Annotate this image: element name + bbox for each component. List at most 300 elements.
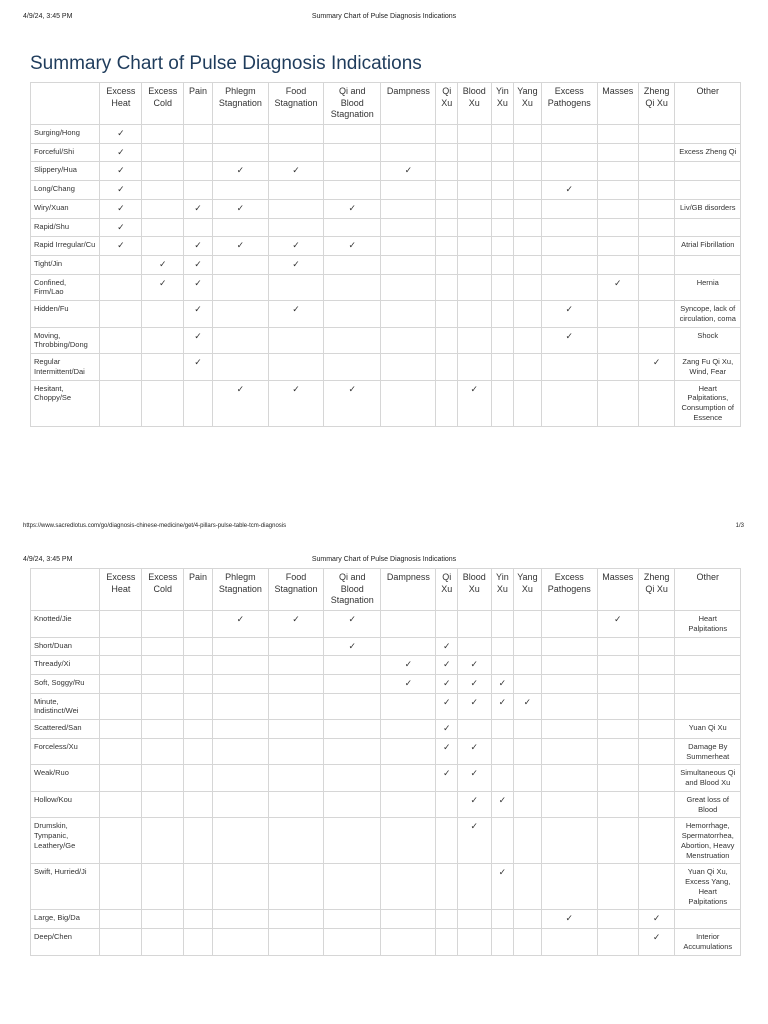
empty-cell — [381, 199, 436, 218]
empty-cell — [268, 818, 323, 864]
empty-cell — [212, 693, 268, 720]
empty-cell — [268, 181, 323, 200]
empty-cell — [381, 181, 436, 200]
empty-cell — [268, 143, 323, 162]
column-header: Yin Xu — [491, 83, 513, 125]
empty-cell — [100, 301, 142, 328]
column-header: Dampness — [381, 83, 436, 125]
empty-cell — [268, 637, 323, 656]
empty-cell — [100, 864, 142, 910]
empty-cell — [491, 143, 513, 162]
empty-cell — [100, 674, 142, 693]
empty-cell — [381, 738, 436, 765]
empty-cell — [184, 380, 213, 426]
empty-cell — [457, 162, 491, 181]
empty-cell — [268, 864, 323, 910]
column-header: Phlegm Stagnation — [212, 83, 268, 125]
other-indication: Heart Palpitations, Consumption of Essence — [675, 380, 741, 426]
empty-cell — [381, 611, 436, 638]
print-title: Summary Chart of Pulse Diagnosis Indications — [311, 556, 457, 563]
empty-cell — [491, 218, 513, 237]
empty-cell — [457, 637, 491, 656]
other-indication: Heart Palpitations — [675, 611, 741, 638]
table-row — [31, 301, 741, 328]
empty-cell — [212, 910, 268, 929]
empty-cell — [514, 237, 542, 256]
empty-cell — [100, 255, 142, 274]
empty-cell — [541, 929, 597, 956]
empty-cell — [142, 354, 184, 381]
empty-cell — [491, 656, 513, 675]
empty-cell — [100, 720, 142, 739]
empty-cell — [514, 301, 542, 328]
empty-cell — [100, 637, 142, 656]
other-indication — [675, 162, 741, 181]
empty-cell — [541, 637, 597, 656]
empty-cell — [142, 910, 184, 929]
empty-cell — [142, 380, 184, 426]
empty-cell — [212, 791, 268, 818]
empty-cell — [212, 181, 268, 200]
check-mark-icon: ✓ — [268, 237, 323, 256]
empty-cell — [324, 791, 381, 818]
empty-cell — [514, 380, 542, 426]
pulse-name: Hollow/Kou — [31, 791, 100, 818]
empty-cell — [212, 656, 268, 675]
check-mark-icon: ✓ — [268, 255, 323, 274]
empty-cell — [638, 674, 675, 693]
empty-cell — [142, 162, 184, 181]
empty-cell — [142, 864, 184, 910]
empty-cell — [457, 301, 491, 328]
other-indication: Interior Accumulations — [675, 929, 741, 956]
empty-cell — [514, 765, 542, 792]
empty-cell — [324, 693, 381, 720]
other-indication — [675, 656, 741, 675]
other-indication — [675, 125, 741, 144]
empty-cell — [457, 929, 491, 956]
empty-cell — [142, 125, 184, 144]
empty-cell — [514, 218, 542, 237]
empty-cell — [436, 143, 457, 162]
empty-cell — [381, 791, 436, 818]
empty-cell — [184, 720, 213, 739]
pulse-name: Surging/Hong — [31, 125, 100, 144]
check-mark-icon: ✓ — [268, 611, 323, 638]
empty-cell — [491, 301, 513, 328]
other-indication: Zang Fu Qi Xu, Wind, Fear — [675, 354, 741, 381]
empty-cell — [514, 354, 542, 381]
other-indication: Syncope, lack of circulation, coma — [675, 301, 741, 328]
empty-cell — [514, 791, 542, 818]
empty-cell — [638, 301, 675, 328]
empty-cell — [381, 380, 436, 426]
empty-cell — [381, 327, 436, 354]
check-mark-icon: ✓ — [436, 693, 457, 720]
column-header: Excess Pathogens — [541, 569, 597, 611]
empty-cell — [436, 791, 457, 818]
other-indication: Great loss of Blood — [675, 791, 741, 818]
empty-cell — [381, 218, 436, 237]
empty-cell — [514, 611, 542, 638]
empty-cell — [491, 125, 513, 144]
empty-cell — [268, 910, 323, 929]
check-mark-icon: ✓ — [457, 656, 491, 675]
empty-cell — [541, 864, 597, 910]
table-row — [31, 354, 741, 381]
column-header: Excess Heat — [100, 83, 142, 125]
pulse-name: Confined, Firm/Lao — [31, 274, 100, 301]
empty-cell — [597, 693, 638, 720]
empty-cell — [514, 143, 542, 162]
empty-cell — [514, 181, 542, 200]
empty-cell — [541, 611, 597, 638]
column-header: Excess Cold — [142, 569, 184, 611]
check-mark-icon: ✓ — [491, 864, 513, 910]
empty-cell — [541, 143, 597, 162]
check-mark-icon: ✓ — [457, 818, 491, 864]
empty-cell — [268, 354, 323, 381]
check-mark-icon: ✓ — [638, 910, 675, 929]
empty-cell — [638, 274, 675, 301]
empty-cell — [597, 199, 638, 218]
column-header: Masses — [597, 569, 638, 611]
empty-cell — [457, 199, 491, 218]
empty-cell — [184, 656, 213, 675]
table-row — [31, 693, 741, 720]
pulse-name: Rapid Irregular/Cu — [31, 237, 100, 256]
empty-cell — [142, 327, 184, 354]
empty-cell — [541, 255, 597, 274]
empty-cell — [142, 693, 184, 720]
check-mark-icon: ✓ — [184, 199, 213, 218]
empty-cell — [142, 199, 184, 218]
empty-cell — [381, 818, 436, 864]
check-mark-icon: ✓ — [212, 380, 268, 426]
empty-cell — [268, 274, 323, 301]
empty-cell — [184, 162, 213, 181]
check-mark-icon: ✓ — [457, 693, 491, 720]
empty-cell — [184, 611, 213, 638]
pulse-name: Weak/Ruo — [31, 765, 100, 792]
empty-cell — [514, 738, 542, 765]
empty-cell — [142, 611, 184, 638]
empty-cell — [491, 274, 513, 301]
empty-cell — [184, 143, 213, 162]
check-mark-icon: ✓ — [436, 765, 457, 792]
check-mark-icon: ✓ — [436, 674, 457, 693]
empty-cell — [514, 162, 542, 181]
pulse-name: Minute, Indistinct/Wei — [31, 693, 100, 720]
column-header: Yin Xu — [491, 569, 513, 611]
empty-cell — [436, 125, 457, 144]
check-mark-icon: ✓ — [491, 674, 513, 693]
check-mark-icon: ✓ — [491, 791, 513, 818]
table-row — [31, 864, 741, 910]
empty-cell — [184, 674, 213, 693]
empty-cell — [184, 864, 213, 910]
check-mark-icon: ✓ — [457, 674, 491, 693]
empty-cell — [541, 162, 597, 181]
check-mark-icon: ✓ — [100, 218, 142, 237]
empty-cell — [184, 929, 213, 956]
empty-cell — [436, 818, 457, 864]
empty-cell — [597, 162, 638, 181]
empty-cell — [381, 255, 436, 274]
empty-cell — [184, 637, 213, 656]
empty-cell — [436, 380, 457, 426]
table-row — [31, 199, 741, 218]
empty-cell — [212, 274, 268, 301]
empty-cell — [638, 791, 675, 818]
empty-cell — [541, 237, 597, 256]
column-header: Qi and Blood Stagnation — [324, 569, 381, 611]
empty-cell — [324, 301, 381, 328]
empty-cell — [541, 720, 597, 739]
empty-cell — [381, 301, 436, 328]
other-indication — [675, 637, 741, 656]
table-header — [31, 83, 741, 125]
empty-cell — [381, 274, 436, 301]
empty-cell — [268, 720, 323, 739]
empty-cell — [212, 218, 268, 237]
check-mark-icon: ✓ — [212, 162, 268, 181]
table-row — [31, 929, 741, 956]
empty-cell — [184, 910, 213, 929]
table-row — [31, 181, 741, 200]
empty-cell — [514, 637, 542, 656]
other-indication: Yuan Qi Xu, Excess Yang, Heart Palpitations — [675, 864, 741, 910]
empty-cell — [268, 218, 323, 237]
column-header: Blood Xu — [457, 569, 491, 611]
empty-cell — [457, 181, 491, 200]
empty-cell — [381, 765, 436, 792]
empty-cell — [324, 125, 381, 144]
column-header: Qi Xu — [436, 569, 457, 611]
empty-cell — [100, 656, 142, 675]
check-mark-icon: ✓ — [541, 910, 597, 929]
source-url[interactable]: https://www.sacredlotus.com/go/diagnosis-chinese-medicine/get/4-pillars-pulse-table-tcm-diagnosis — [23, 523, 287, 529]
column-header: Blood Xu — [457, 83, 491, 125]
pulse-table-continued — [30, 568, 741, 956]
empty-cell — [597, 237, 638, 256]
check-mark-icon: ✓ — [184, 255, 213, 274]
table-row — [31, 327, 741, 354]
print-header — [0, 556, 768, 568]
check-mark-icon: ✓ — [324, 611, 381, 638]
empty-cell — [514, 656, 542, 675]
empty-cell — [597, 125, 638, 144]
column-header: Qi and Blood Stagnation — [324, 83, 381, 125]
check-mark-icon: ✓ — [100, 125, 142, 144]
empty-cell — [142, 637, 184, 656]
check-mark-icon: ✓ — [100, 181, 142, 200]
empty-cell — [491, 765, 513, 792]
check-mark-icon: ✓ — [638, 354, 675, 381]
column-header: Food Stagnation — [268, 569, 323, 611]
pulse-name: Knotted/Jie — [31, 611, 100, 638]
empty-cell — [597, 674, 638, 693]
table-row — [31, 656, 741, 675]
empty-cell — [436, 237, 457, 256]
empty-cell — [638, 738, 675, 765]
empty-cell — [268, 674, 323, 693]
empty-cell — [514, 274, 542, 301]
check-mark-icon: ✓ — [436, 637, 457, 656]
other-indication — [675, 218, 741, 237]
empty-cell — [184, 218, 213, 237]
empty-cell — [100, 738, 142, 765]
check-mark-icon: ✓ — [100, 143, 142, 162]
column-header: Pain — [184, 569, 213, 611]
check-mark-icon: ✓ — [597, 611, 638, 638]
check-mark-icon: ✓ — [100, 162, 142, 181]
empty-cell — [268, 738, 323, 765]
check-mark-icon: ✓ — [324, 237, 381, 256]
empty-cell — [597, 301, 638, 328]
empty-cell — [381, 237, 436, 256]
check-mark-icon: ✓ — [142, 255, 184, 274]
empty-cell — [597, 720, 638, 739]
empty-cell — [457, 720, 491, 739]
empty-cell — [100, 274, 142, 301]
pulse-name: Tight/Jin — [31, 255, 100, 274]
empty-cell — [212, 674, 268, 693]
empty-cell — [541, 274, 597, 301]
table-header — [31, 569, 741, 611]
column-header: Excess Cold — [142, 83, 184, 125]
empty-cell — [436, 199, 457, 218]
empty-cell — [541, 125, 597, 144]
print-header — [0, 13, 768, 25]
pulse-name: Moving, Throbbing/Dong — [31, 327, 100, 354]
empty-cell — [457, 255, 491, 274]
check-mark-icon: ✓ — [381, 674, 436, 693]
table-row — [31, 910, 741, 929]
empty-cell — [514, 910, 542, 929]
empty-cell — [324, 674, 381, 693]
empty-cell — [100, 327, 142, 354]
empty-cell — [212, 765, 268, 792]
empty-cell — [541, 791, 597, 818]
empty-cell — [324, 162, 381, 181]
check-mark-icon: ✓ — [212, 237, 268, 256]
empty-cell — [638, 181, 675, 200]
other-indication: Liv/GB disorders — [675, 199, 741, 218]
empty-cell — [597, 143, 638, 162]
pulse-table — [30, 82, 741, 427]
print-date: 4/9/24, 3:45 PM — [23, 556, 73, 563]
other-indication — [675, 674, 741, 693]
empty-cell — [491, 910, 513, 929]
empty-cell — [184, 738, 213, 765]
empty-cell — [142, 181, 184, 200]
check-mark-icon: ✓ — [381, 656, 436, 675]
page-number: 1/3 — [735, 523, 744, 529]
column-header: Masses — [597, 83, 638, 125]
empty-cell — [541, 765, 597, 792]
empty-cell — [597, 327, 638, 354]
column-header: Food Stagnation — [268, 83, 323, 125]
empty-cell — [638, 327, 675, 354]
check-mark-icon: ✓ — [457, 380, 491, 426]
table-row — [31, 125, 741, 144]
empty-cell — [324, 327, 381, 354]
empty-cell — [436, 910, 457, 929]
check-mark-icon: ✓ — [541, 301, 597, 328]
empty-cell — [514, 674, 542, 693]
empty-cell — [100, 693, 142, 720]
table-row — [31, 218, 741, 237]
other-indication: Shock — [675, 327, 741, 354]
table-row — [31, 738, 741, 765]
empty-cell — [212, 720, 268, 739]
empty-cell — [381, 929, 436, 956]
empty-cell — [541, 218, 597, 237]
empty-cell — [491, 637, 513, 656]
empty-cell — [142, 791, 184, 818]
empty-cell — [638, 637, 675, 656]
empty-cell — [100, 791, 142, 818]
check-mark-icon: ✓ — [324, 199, 381, 218]
empty-cell — [324, 255, 381, 274]
empty-cell — [514, 125, 542, 144]
empty-cell — [491, 380, 513, 426]
pulse-name: Wiry/Xuan — [31, 199, 100, 218]
empty-cell — [381, 143, 436, 162]
empty-cell — [491, 354, 513, 381]
empty-cell — [381, 637, 436, 656]
empty-cell — [638, 380, 675, 426]
empty-cell — [268, 693, 323, 720]
empty-cell — [436, 181, 457, 200]
table-row — [31, 143, 741, 162]
column-header: Other — [675, 83, 741, 125]
empty-cell — [436, 929, 457, 956]
check-mark-icon: ✓ — [212, 199, 268, 218]
column-header-pulse — [31, 83, 100, 125]
column-header: Zheng Qi Xu — [638, 569, 675, 611]
empty-cell — [597, 765, 638, 792]
empty-cell — [597, 929, 638, 956]
empty-cell — [381, 354, 436, 381]
empty-cell — [436, 274, 457, 301]
empty-cell — [436, 864, 457, 910]
empty-cell — [212, 864, 268, 910]
empty-cell — [597, 791, 638, 818]
empty-cell — [491, 720, 513, 739]
empty-cell — [597, 738, 638, 765]
other-indication: Damage By Summerheat — [675, 738, 741, 765]
pulse-name: Long/Chang — [31, 181, 100, 200]
empty-cell — [597, 380, 638, 426]
empty-cell — [212, 354, 268, 381]
table-body — [31, 611, 741, 955]
empty-cell — [541, 199, 597, 218]
empty-cell — [491, 327, 513, 354]
print-page-2 — [0, 556, 768, 1024]
check-mark-icon: ✓ — [142, 274, 184, 301]
empty-cell — [142, 143, 184, 162]
empty-cell — [324, 738, 381, 765]
table-row — [31, 720, 741, 739]
check-mark-icon: ✓ — [436, 738, 457, 765]
check-mark-icon: ✓ — [184, 237, 213, 256]
table-row — [31, 791, 741, 818]
empty-cell — [457, 143, 491, 162]
empty-cell — [597, 255, 638, 274]
empty-cell — [436, 611, 457, 638]
